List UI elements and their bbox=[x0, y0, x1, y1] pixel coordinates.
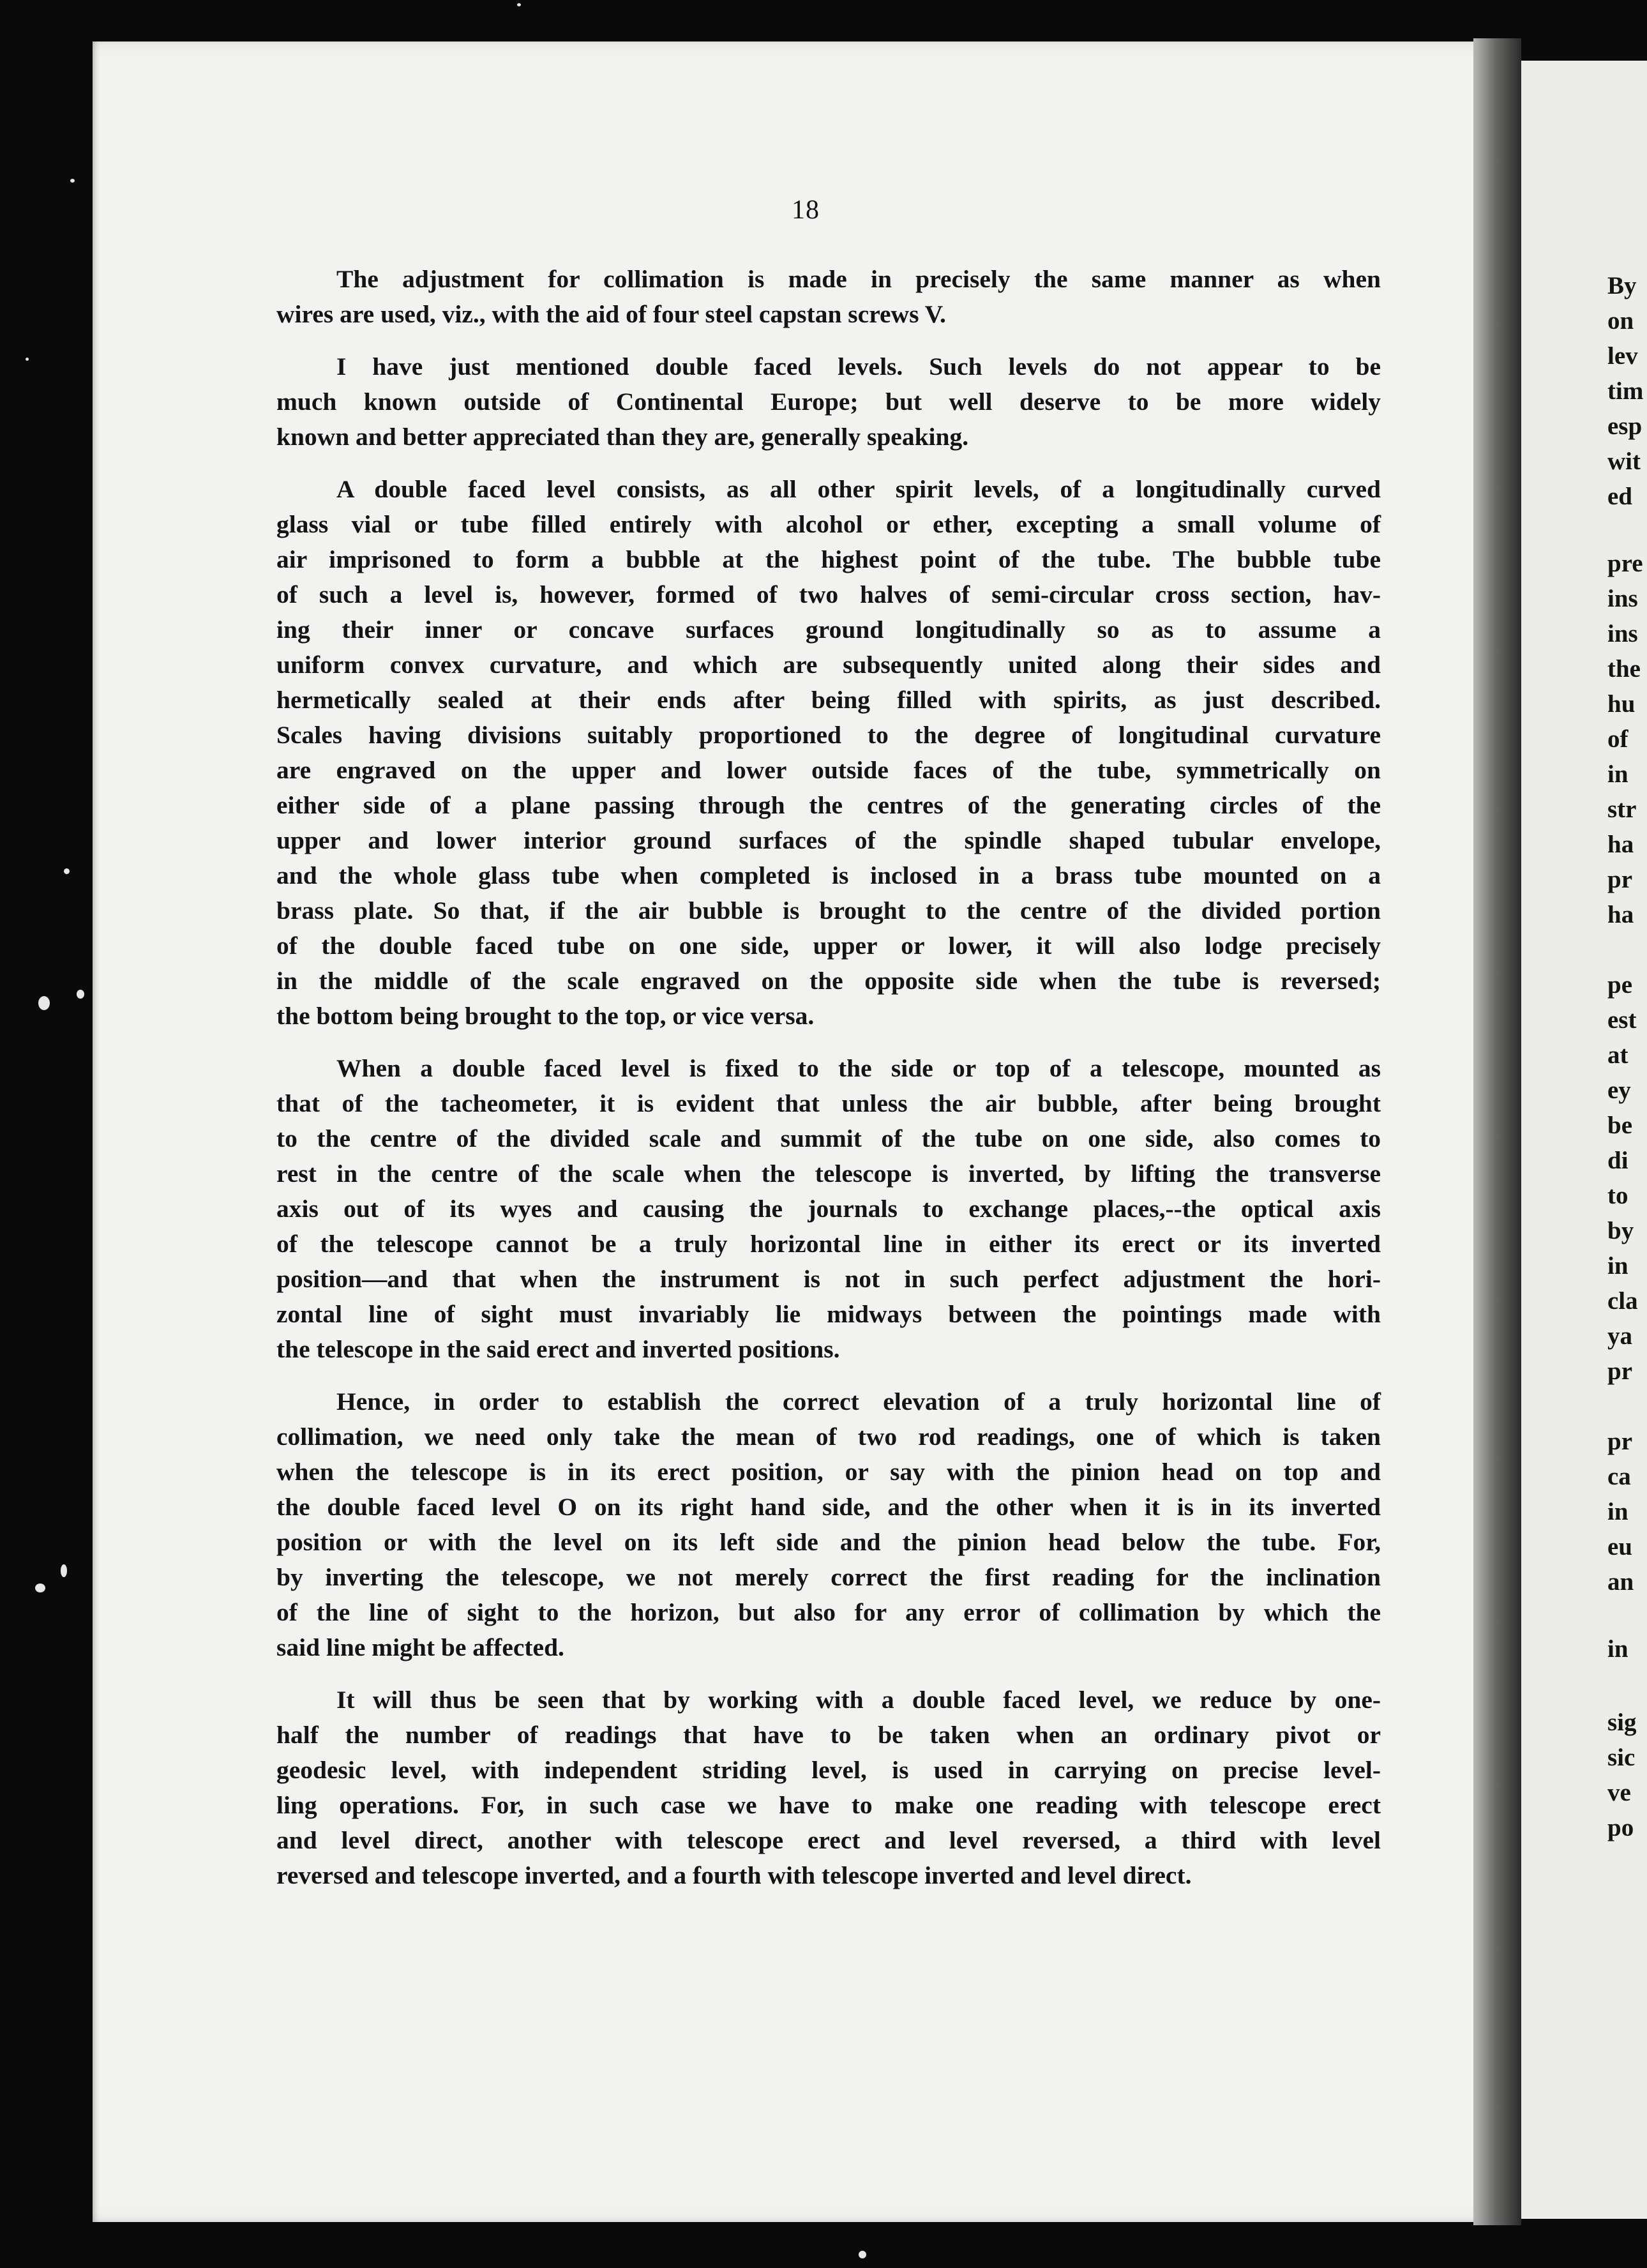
scan-speck bbox=[517, 3, 521, 6]
scan-speck bbox=[77, 990, 84, 999]
facing-page-text: ed bbox=[1607, 483, 1632, 510]
text-line: air imprisoned to form a bubble at the highest point of the tube. The bubble tube bbox=[276, 545, 1381, 573]
scan-speck bbox=[70, 179, 75, 183]
facing-page-text: str bbox=[1607, 796, 1637, 823]
text-line: hermetically sealed at their ends after being filled with spirits, as just described. bbox=[276, 686, 1381, 714]
text-line: reversed and telescope inverted, and a fourth with telescope inverted and level direct. bbox=[276, 1861, 1192, 1889]
text-line: in the middle of the scale engraved on the opposite side when the tube is reversed; bbox=[276, 967, 1381, 995]
facing-page-text: be bbox=[1607, 1112, 1632, 1139]
page-body-text bbox=[276, 262, 1381, 1910]
page-number: 18 bbox=[792, 195, 820, 225]
paragraph bbox=[276, 1384, 1381, 1665]
paragraph bbox=[276, 472, 1381, 1034]
facing-page-text: ya bbox=[1607, 1322, 1632, 1350]
text-line: collimation, we need only take the mean of two rod readings, one of which is taken bbox=[276, 1423, 1381, 1451]
text-line: position—and that when the instrument is not in such perfect adjustment the hori- bbox=[276, 1265, 1381, 1293]
scan-speck bbox=[26, 358, 29, 361]
text-line: The adjustment for collimation is made in precisely the same manner as when bbox=[336, 265, 1381, 293]
scan-speck bbox=[64, 868, 70, 874]
text-line: of the telescope cannot be a truly horizontal line in either its erect or its inverted bbox=[276, 1230, 1381, 1258]
text-line: to the centre of the divided scale and summit of the tube on one side, also comes to bbox=[276, 1124, 1381, 1153]
facing-page-text: By bbox=[1607, 272, 1637, 299]
paragraph bbox=[276, 1051, 1381, 1367]
scan-speck bbox=[859, 2251, 866, 2258]
text-line: wires are used, viz., with the aid of four steel capstan screws V. bbox=[276, 300, 946, 328]
text-line: said line might be affected. bbox=[276, 1633, 564, 1661]
text-line: by inverting the telescope, we not merely correct the first reading for the inclination bbox=[276, 1563, 1381, 1591]
text-line: much known outside of Continental Europe; but well deserve to be more widely bbox=[276, 388, 1381, 416]
facing-page-text: ha bbox=[1607, 901, 1634, 928]
facing-page-text: of bbox=[1607, 725, 1628, 753]
text-line: ing their inner or concave surfaces ground longitudinally so as to assume a bbox=[276, 616, 1381, 644]
text-line: zontal line of sight must invariably lie midways between the pointings made with bbox=[276, 1300, 1381, 1328]
facing-page-text: po bbox=[1607, 1814, 1634, 1841]
facing-page-text: sig bbox=[1607, 1709, 1637, 1736]
facing-page-text: by bbox=[1607, 1217, 1634, 1244]
paragraph bbox=[276, 349, 1381, 455]
paragraph bbox=[276, 262, 1381, 332]
facing-page-text: in bbox=[1607, 1252, 1628, 1280]
text-line: It will thus be seen that by working with a double faced level, we reduce by one- bbox=[336, 1686, 1381, 1714]
facing-page-text: the bbox=[1607, 655, 1641, 683]
facing-page-text: on bbox=[1607, 307, 1634, 335]
text-line: that of the tacheometer, it is evident that unless the air bubble, after being brought bbox=[276, 1089, 1381, 1117]
facing-page-text: wit bbox=[1607, 448, 1641, 475]
text-line: A double faced level consists, as all other spirit levels, of a longitudinally curved bbox=[336, 475, 1381, 503]
facing-page-text: to bbox=[1607, 1182, 1628, 1209]
facing-page-text: cla bbox=[1607, 1287, 1638, 1315]
text-line: are engraved on the upper and lower outside faces of the tube, symmetrically on bbox=[276, 756, 1381, 784]
facing-page-text: lev bbox=[1607, 342, 1638, 370]
facing-page-text: eu bbox=[1607, 1533, 1632, 1561]
text-line: upper and lower interior ground surfaces of the spindle shaped tubular envelope, bbox=[276, 826, 1381, 854]
facing-page-text: ve bbox=[1607, 1779, 1631, 1806]
text-line: of the line of sight to the horizon, but also for any error of collimation by which the bbox=[276, 1598, 1381, 1626]
scan-speck bbox=[35, 1584, 45, 1592]
facing-page-text: in bbox=[1607, 1498, 1628, 1525]
book-spine bbox=[1473, 38, 1521, 2225]
text-line: I have just mentioned double faced levels. Such levels do not appear to be bbox=[336, 352, 1381, 381]
text-line: either side of a plane passing through the centres of the generating circles of the bbox=[276, 791, 1381, 819]
text-line: Hence, in order to establish the correct elevation of a truly horizontal line of bbox=[336, 1387, 1381, 1416]
facing-page-text: pr bbox=[1607, 866, 1632, 893]
facing-page-text: pr bbox=[1607, 1428, 1632, 1455]
text-line: the double faced level O on its right hand side, and the other when it is in its inverted bbox=[276, 1493, 1381, 1521]
text-line: glass vial or tube filled entirely with alcohol or ether, excepting a small volume of bbox=[276, 510, 1381, 538]
text-line: of the double faced tube on one side, upper or lower, it will also lodge precisely bbox=[276, 932, 1381, 960]
facing-page-text: tim bbox=[1607, 377, 1644, 405]
facing-page-text: esp bbox=[1607, 412, 1643, 440]
text-line: when the telescope is in its erect position, or say with the pinion head on top and bbox=[276, 1458, 1381, 1486]
facing-page-text: ins bbox=[1607, 620, 1638, 647]
facing-page-text: in bbox=[1607, 1635, 1628, 1663]
text-line: geodesic level, with independent striding level, is used in carrying on precise level- bbox=[276, 1756, 1381, 1784]
text-line: half the number of readings that have to be taken when an ordinary pivot or bbox=[276, 1721, 1381, 1749]
facing-page-text: hu bbox=[1607, 690, 1636, 718]
facing-page-text: pe bbox=[1607, 971, 1632, 999]
text-line: of such a level is, however, formed of two halves of semi-circular cross section, hav- bbox=[276, 580, 1381, 609]
facing-page-text: est bbox=[1607, 1006, 1637, 1034]
facing-page-text: ha bbox=[1607, 831, 1634, 858]
text-line: axis out of its wyes and causing the journals to exchange places,--the optical axis bbox=[276, 1195, 1381, 1223]
text-line: the bottom being brought to the top, or vice versa. bbox=[276, 1002, 815, 1030]
text-line: known and better appreciated than they are, generally speaking. bbox=[276, 423, 969, 451]
facing-page-text: at bbox=[1607, 1041, 1628, 1069]
text-line: Scales having divisions suitably proportioned to the degree of longitudinal curvature bbox=[276, 721, 1381, 749]
facing-page-text: an bbox=[1607, 1568, 1634, 1596]
facing-page-text: pre bbox=[1607, 550, 1643, 577]
scan-speck bbox=[38, 996, 50, 1010]
text-line: the telescope in the said erect and inverted positions. bbox=[276, 1335, 840, 1363]
text-line: and level direct, another with telescope erect and level reversed, a third with level bbox=[276, 1826, 1381, 1854]
facing-page-text: ey bbox=[1607, 1077, 1631, 1104]
text-line: and the whole glass tube when completed is inclosed in a brass tube mounted on a bbox=[276, 861, 1381, 889]
facing-page-text: pr bbox=[1607, 1357, 1632, 1385]
facing-page-text: in bbox=[1607, 760, 1628, 788]
text-line: brass plate. So that, if the air bubble is brought to the centre of the divided portion bbox=[276, 896, 1381, 925]
facing-page-text: ca bbox=[1607, 1463, 1631, 1490]
facing-page-text: di bbox=[1607, 1147, 1628, 1174]
text-line: position or with the level on its left side and the pinion head below the tube. For, bbox=[276, 1528, 1381, 1556]
facing-page-text: ins bbox=[1607, 585, 1638, 612]
facing-page-text: sic bbox=[1607, 1744, 1636, 1771]
text-line: uniform convex curvature, and which are subsequently united along their sides and bbox=[276, 651, 1381, 679]
paragraph bbox=[276, 1682, 1381, 1893]
facing-page-fragment bbox=[1521, 61, 1647, 2219]
scan-speck bbox=[61, 1564, 67, 1577]
text-line: rest in the centre of the scale when the telescope is inverted, by lifting the transverse bbox=[276, 1160, 1381, 1188]
text-line: ling operations. For, in such case we have to make one reading with telescope erect bbox=[276, 1791, 1381, 1819]
text-line: When a double faced level is fixed to the side or top of a telescope, mounted as bbox=[336, 1054, 1381, 1082]
